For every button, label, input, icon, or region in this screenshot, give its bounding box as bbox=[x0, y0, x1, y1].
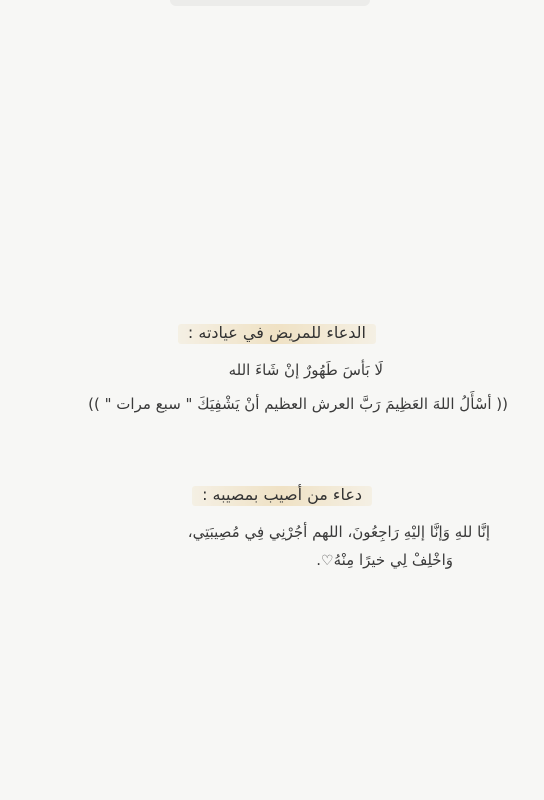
dua-line-wakhluf-text: وَاخْلِفْ لِي خيرًا مِنْهُ bbox=[333, 551, 453, 569]
section-heading-sick-visit: الدعاء للمريض في عيادته : bbox=[182, 318, 372, 348]
dua-line-la-bas: لَا بَأسَ طَهُورٌ إنْ شَاءَ الله bbox=[228, 361, 383, 379]
heart-icon: ♡ bbox=[321, 553, 334, 569]
top-status-bar bbox=[170, 0, 370, 6]
section-heading-calamity: دعاء من أصيب بمصيبه : bbox=[196, 480, 368, 510]
calamity-dua-section bbox=[28, 480, 508, 573]
dua-line-end-mark: . bbox=[316, 551, 322, 569]
dua-line-inna-lillah: إنَّا للهِ وَإنَّا إليْهِ رَاجِعُونَ، اللهم أجُرْنِي فِي مُصِيبَتِي، bbox=[187, 523, 490, 541]
dua-line-asalullah: (( أسْأَلُ اللهَ العَظِيمَ رَبَّ العرش العظيم أنْ يَشْفِيَكَ " سبع مرات " )) bbox=[88, 395, 508, 413]
sick-visit-dua-section bbox=[28, 318, 508, 416]
dua-line-wakhluf bbox=[28, 548, 453, 573]
